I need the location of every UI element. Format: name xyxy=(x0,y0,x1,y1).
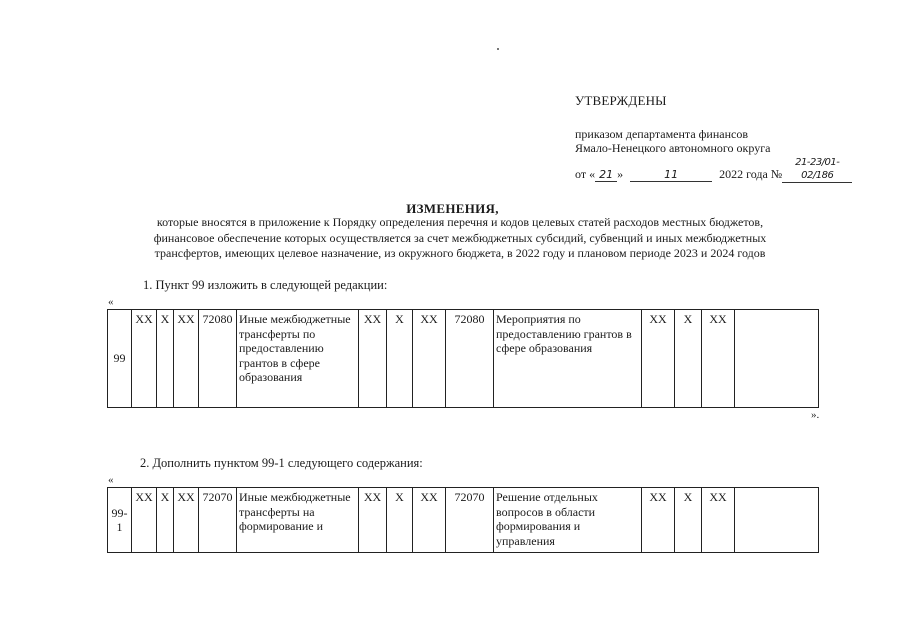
cell-name: Иные межбюджетные трансферты на формирование и xyxy=(237,488,359,553)
cell-code-6: X xyxy=(387,310,413,408)
date-year: 2022 года № xyxy=(719,167,783,181)
cell-code-2: X xyxy=(157,488,174,553)
cell-description: Решение отдельных вопросов в области формирования и управления xyxy=(494,488,642,553)
date-mid: » xyxy=(617,167,624,181)
cell-code-1: XX xyxy=(132,310,157,408)
table-row xyxy=(108,310,819,408)
cell-code-8: 72070 xyxy=(446,488,494,553)
item-1-text: 1. Пункт 99 изложить в следующей редакции: xyxy=(143,278,388,292)
table-row xyxy=(108,488,819,553)
cell-code-6: X xyxy=(387,488,413,553)
approval-heading: УТВЕРЖДЕНЫ xyxy=(575,93,667,108)
cell-code-2: X xyxy=(157,310,174,408)
date-day: 21 xyxy=(595,168,617,182)
intro-line-2: финансовое обеспечение которых осуществляется за счет межбюджетных субсидий, субвенций и иных межбюджетных xyxy=(153,230,767,245)
cell-code-3: XX xyxy=(174,488,199,553)
order-line-1: приказом департамента финансов xyxy=(575,127,749,141)
order-line-2: Ямало-Ненецкого автономного округа xyxy=(575,141,771,155)
cell-empty xyxy=(735,488,819,553)
cell-code-9: XX xyxy=(642,310,675,408)
cell-code-4: 72080 xyxy=(199,310,237,408)
scan-speck xyxy=(497,48,499,50)
order-date-line xyxy=(575,156,852,183)
item-1-close-quote: ». xyxy=(811,409,820,421)
item-2-open-quote: « xyxy=(108,474,114,486)
cell-code-7: XX xyxy=(413,310,446,408)
cell-item-number: 99 xyxy=(108,310,132,408)
cell-code-4: 72070 xyxy=(199,488,237,553)
intro-line-1: которые вносятся в приложение к Порядку определения перечня и кодов целевых статей расходов местных бюджетов, xyxy=(156,215,764,229)
intro-text xyxy=(90,215,830,262)
cell-code-10: X xyxy=(675,310,702,408)
cell-name: Иные межбюджетные трансферты по предоставлению грантов в сфере образования xyxy=(237,310,359,408)
cell-code-10: X xyxy=(675,488,702,553)
cell-description: Мероприятия по предоставлению грантов в сфере образования xyxy=(494,310,642,408)
cell-empty xyxy=(735,310,819,408)
item-2-table xyxy=(107,487,819,553)
order-number: 21-23/01-02/186 xyxy=(782,156,852,183)
cell-code-5: XX xyxy=(359,310,387,408)
cell-code-5: XX xyxy=(359,488,387,553)
item-2-text: 2. Дополнить пунктом 99-1 следующего содержания: xyxy=(140,456,423,470)
cell-code-11: XX xyxy=(702,310,735,408)
date-month: 11 xyxy=(630,168,712,182)
cell-code-8: 72080 xyxy=(446,310,494,408)
cell-code-7: XX xyxy=(413,488,446,553)
cell-code-3: XX xyxy=(174,310,199,408)
document-title: ИЗМЕНЕНИЯ, xyxy=(406,201,499,216)
item-1-open-quote: « xyxy=(108,296,114,308)
cell-code-9: XX xyxy=(642,488,675,553)
intro-line-3: трансфертов, имеющих целевое назначение, из окружного бюджета, в 2022 году и плановом периоде 2023 и 2024 годов xyxy=(154,246,766,260)
cell-code-11: XX xyxy=(702,488,735,553)
date-prefix: от « xyxy=(575,167,596,181)
item-1-table xyxy=(107,309,819,408)
cell-item-number: 99-1 xyxy=(108,488,132,553)
cell-code-1: XX xyxy=(132,488,157,553)
